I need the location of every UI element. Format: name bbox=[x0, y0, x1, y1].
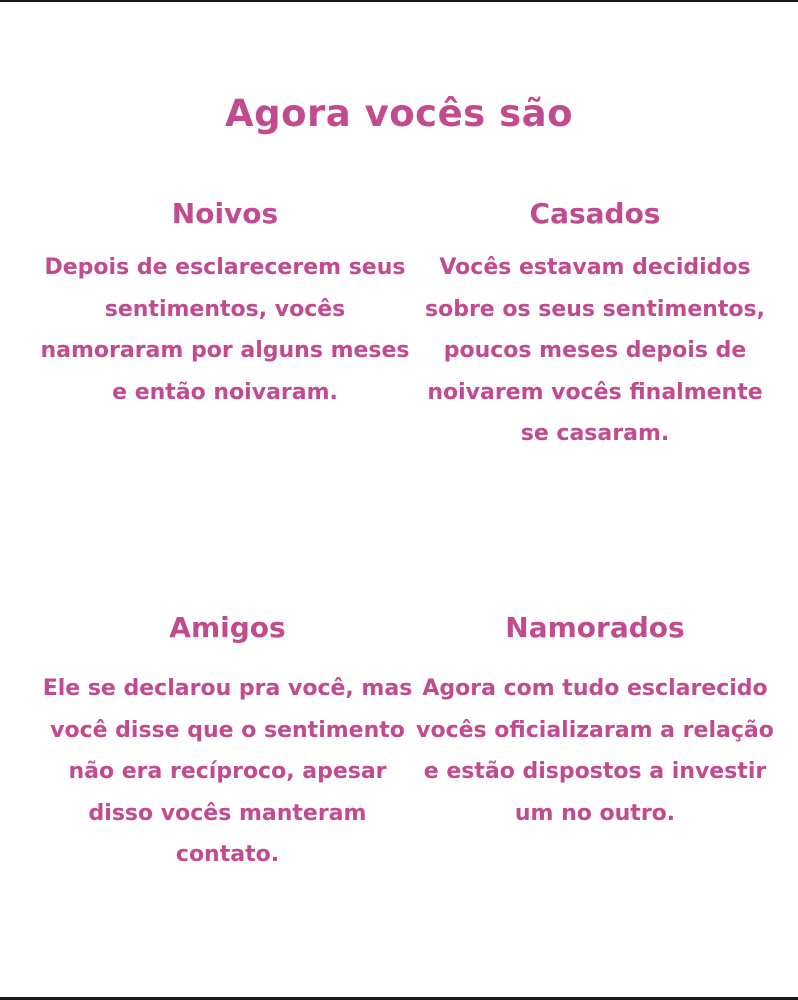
card-text-casados: Vocês estavam decididos sobre os seus sentimentos, poucos meses depois de noivarem vocês finalmente se casaram. bbox=[424, 255, 765, 446]
card-title-amigos: Amigos bbox=[169, 611, 286, 644]
page-title: Agora vocês são bbox=[224, 91, 573, 135]
card-text-amigos: Ele se declarou pra você, mas você disse que o sentimento não era recíproco, apesar disso vocês manteram contato. bbox=[42, 676, 413, 867]
card-title-casados: Casados bbox=[529, 197, 661, 230]
card-noivos bbox=[40, 194, 410, 413]
card-amigos bbox=[35, 608, 420, 876]
card-title-namorados: Namorados bbox=[505, 611, 685, 644]
card-namorados bbox=[410, 608, 780, 834]
top-border bbox=[0, 0, 798, 2]
card-text-noivos: Depois de esclarecerem seus sentimentos, vocês namoraram por alguns meses e então noivaram. bbox=[40, 255, 410, 405]
card-text-namorados: Agora com tudo esclarecido vocês oficializaram a relação e estão dispostos a investir um no outro. bbox=[416, 676, 774, 826]
card-casados bbox=[410, 194, 780, 455]
card-title-noivos: Noivos bbox=[171, 197, 279, 230]
